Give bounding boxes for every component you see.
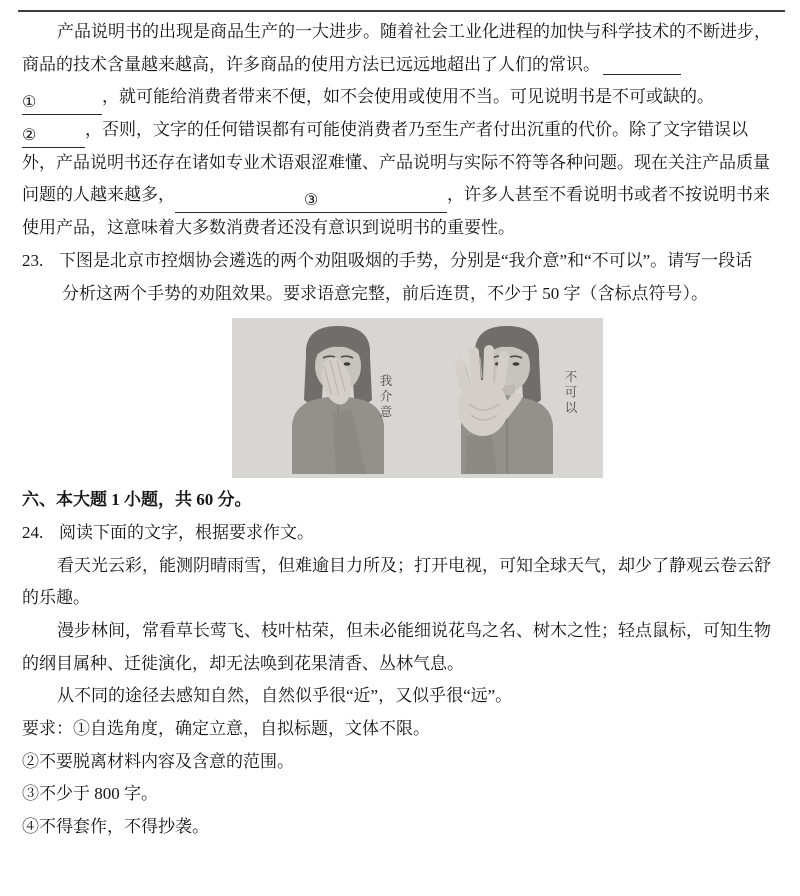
question-24-line [22,517,788,550]
question-23-text: 下图是北京市控烟协会遴选的两个劝阻吸烟的手势，分别是“我介意”和“不可以”。请写一段话 [59,250,753,270]
q24-para3: 从不同的途径去感知自然，自然似乎很“近”，又似乎很“远”。 [57,686,513,706]
intro-line-6-post: ，许多人甚至不看说明书或者不按说明书来 [447,185,770,205]
anti-smoking-gesture-photo [232,318,603,478]
circled-2-label: ② [22,127,37,145]
intro-line-6 [22,179,788,212]
q24-para1-line-1: 看天光云彩，能测阴晴雨雪，但难逾目力所及；打开电视，可知全球天气，却少了静观云卷云舒 [57,555,771,575]
q24-para2-line-1: 漫步林间，常看草长莺飞、枝叶枯荣，但未必能细说花鸟之名、树木之性；轻点鼠标，可知生物 [57,620,771,640]
q24-requirement-1: 要求：①自选角度，确定立意，自拟标题，文体不限。 [22,719,430,738]
page-top-rule [18,10,785,12]
q24-requirement-3: ③不少于 800 字。 [22,784,158,804]
page-content [22,16,788,844]
intro-line-5: 外，产品说明书还存在诸如专业术语艰涩难懂、产品说明与实际不符等各种问题。现在关注产品质量 [22,152,770,172]
right-person [458,326,553,474]
intro-line-7: 使用产品，这意味着大多数消费者还没有意识到说明书的重要性。 [22,218,515,238]
intro-line-4 [22,114,788,147]
section-6-heading: 六、本大题 1 小题，共 60 分。 [22,490,252,510]
intro-line-1: 产品说明书的出现是商品生产的一大进步。随着社会工业化进程的加快与科学技术的不断进步， [57,22,771,41]
question-23-line-1 [22,245,788,278]
intro-line-4-text: ，否则，文字的任何错误都有可能使消费者乃至生产者付出沉重的代价。除了文字错误以 [85,120,748,140]
question-24-number: 24. [22,522,44,542]
question-24-text: 阅读下面的文字，根据要求作文。 [59,522,314,542]
right-gesture-label: 不可以 [563,370,577,417]
q24-requirement-2: ②不要脱离材料内容及含意的范围。 [22,751,294,771]
intro-line-2 [22,49,788,82]
left-gesture-label: 我介意 [378,374,392,421]
circled-1-label: ① [22,94,37,112]
fill-blank-2 [22,125,85,148]
intro-line-2-text: 商品的技术含量越来越高，许多商品的使用方法已远远地超出了人们的常识。 [22,54,600,74]
fill-blank-trailing [603,52,681,75]
fill-blank-1 [22,92,102,115]
q24-para1-line-2: 的乐趣。 [22,588,90,608]
q24-requirement-4: ④不得套作，不得抄袭。 [22,817,209,837]
circled-3-label: ③ [303,192,319,210]
q24-para2-line-2: 的纲目属种、迁徙演化，却无法唤到花果清香、丛林气息。 [22,653,464,673]
fill-blank-3 [175,190,447,213]
intro-line-3 [22,81,788,114]
question-23-number: 23. [22,250,44,270]
gesture-illustration [232,318,603,478]
question-23-line-2: 分析这两个手势的劝阻效果。要求语意完整，前后连贯，不少于 50 字（含标点符号）。 [62,283,708,303]
intro-line-3-text: ，就可能给消费者带来不便，如不会使用或使用不当。可见说明书是不可或缺的。 [102,87,714,107]
intro-line-6-pre: 问题的人越来越多， [22,185,175,205]
